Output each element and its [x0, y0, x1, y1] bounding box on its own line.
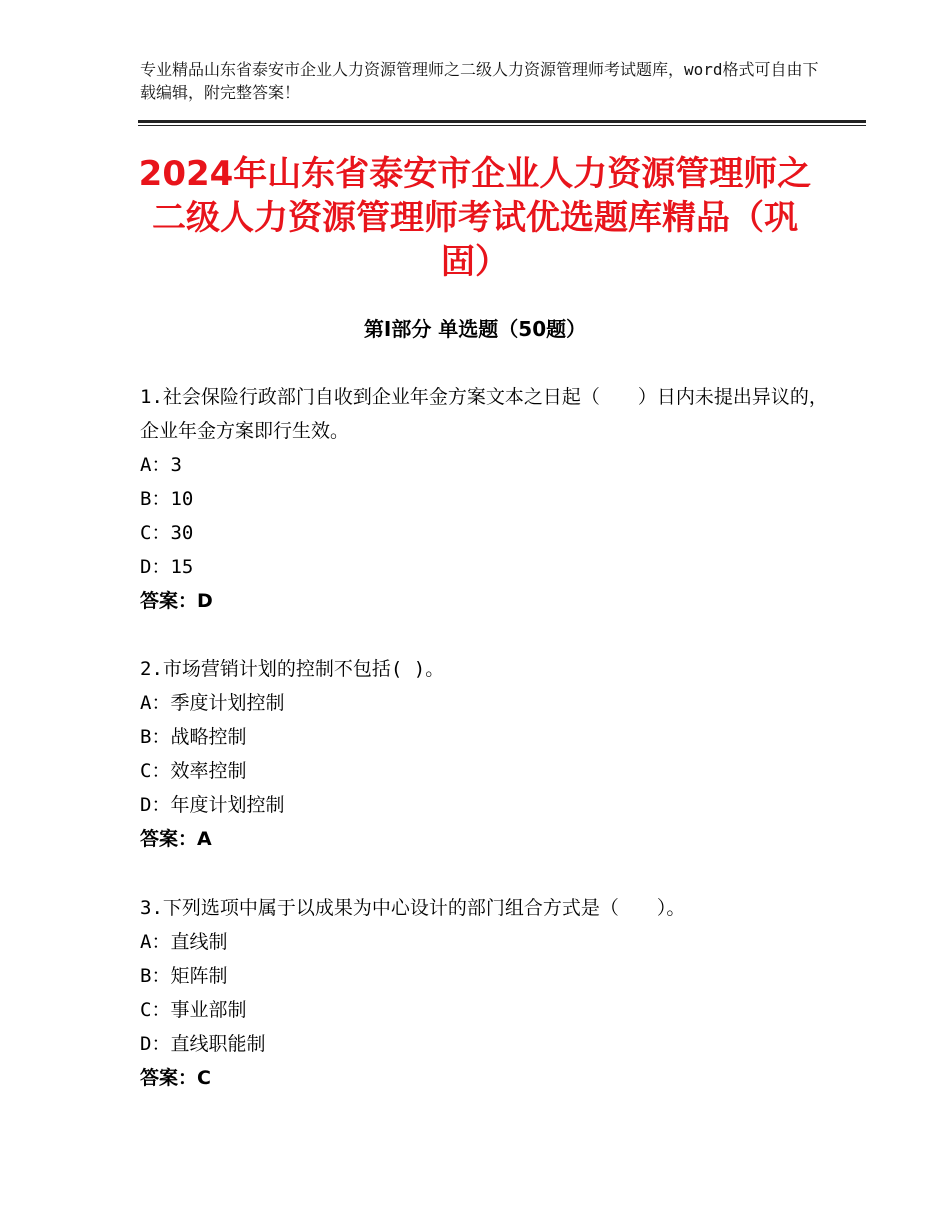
option-c: C：30 — [140, 522, 194, 544]
document-title: 2024年山东省泰安市企业人力资源管理师之二级人力资源管理师考试优选题库精品（巩固） — [138, 154, 812, 282]
question-text: 1.社会保险行政部门自收到企业年金方案文本之日起（ ）日内未提出异议的，企业年金方案即行生效。 — [140, 386, 828, 442]
answer: 答案：A — [140, 828, 212, 850]
option-b: B：矩阵制 — [140, 965, 228, 987]
option-d: D：15 — [140, 556, 194, 578]
option-b: B：10 — [140, 488, 194, 510]
question-text: 2.市场营销计划的控制不包括( )。 — [140, 658, 445, 680]
option-b: B：战略控制 — [140, 726, 247, 748]
header-rule-thick — [138, 120, 866, 123]
header-note: 专业精品山东省泰安市企业人力资源管理师之二级人力资源管理师考试题库，word格式可自由下载编辑，附完整答案！ — [140, 60, 819, 102]
question-2 — [140, 652, 840, 856]
question-text: 3.下列选项中属于以成果为中心设计的部门组合方式是（ ）。 — [140, 897, 686, 919]
option-a: A：季度计划控制 — [140, 692, 285, 714]
option-a: A：直线制 — [140, 931, 228, 953]
option-d: D：年度计划控制 — [140, 794, 285, 816]
option-a: A：3 — [140, 454, 182, 476]
section-heading: 第Ⅰ部分 单选题（50题） — [363, 317, 587, 341]
option-c: C：事业部制 — [140, 999, 247, 1021]
question-1 — [140, 380, 840, 618]
option-c: C：效率控制 — [140, 760, 247, 782]
question-3 — [140, 891, 840, 1095]
header-rule-thin — [138, 125, 866, 126]
answer: 答案：D — [140, 590, 213, 612]
option-d: D：直线职能制 — [140, 1033, 266, 1055]
answer: 答案：C — [140, 1067, 211, 1089]
